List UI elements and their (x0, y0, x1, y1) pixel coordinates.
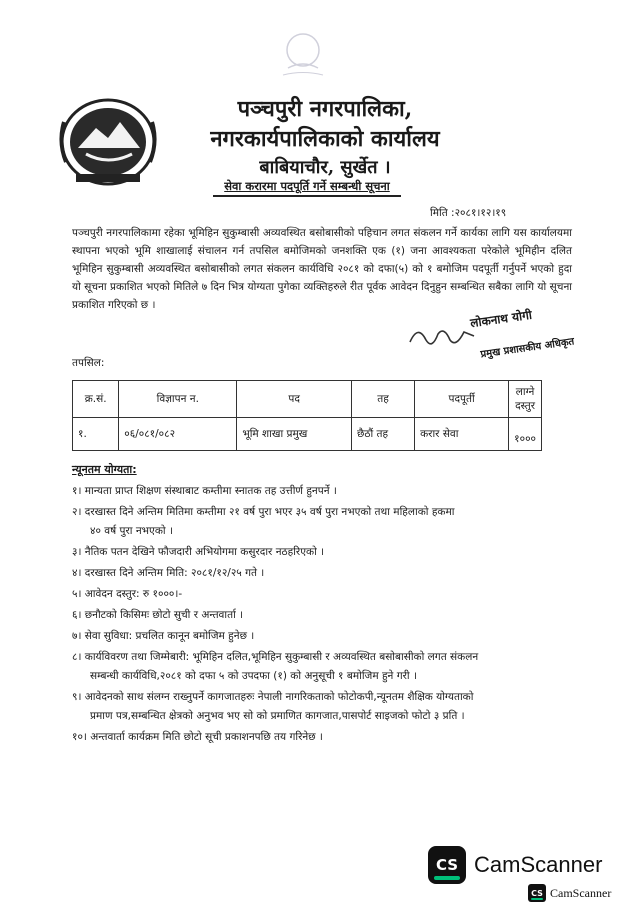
vacancy-table (72, 380, 542, 451)
signature-block (400, 296, 585, 376)
cell-ad-number: ०६/०८१/०८२ (119, 418, 237, 451)
list-item-line: ८। कार्यविवरण तथा जिम्मेबारी: भूमिहिन दलित,भूमिहिन सुकुम्बासी र अव्यवस्थित बसोबासीको लगत संकलन (72, 651, 479, 663)
camscanner-watermark-small (528, 884, 611, 902)
cell-serial: १. (73, 418, 119, 451)
list-item: १०। अन्तवार्ता कार्यक्रम मिति छोटो सूची प्रकाशनपछि तय गरिनेछ । (72, 731, 323, 743)
list-item-line: २। दरखास्त दिने अन्तिम मितिमा कम्तीमा २१ वर्ष पुरा भएर ३५ वर्ष पुरा नभएको तथा महिलाको हकमा (72, 506, 455, 518)
list-item-line: ४० वर्ष पुरा नभएको । (90, 525, 173, 537)
nepal-emblem-icon (56, 92, 160, 188)
office-header (160, 94, 490, 182)
office-name: नगरकार्यपालिकाको कार्यालय (210, 126, 440, 152)
signatory-role: प्रमुख प्रशासकीय अधिकृत (479, 336, 575, 361)
tapsil-label: तपसिल: (72, 357, 105, 369)
table-header-row (73, 381, 542, 418)
col-fee: लाग्ने दस्तुर (509, 381, 542, 418)
list-item-line: प्रमाण पत्र,सम्बन्धित क्षेत्रको अनुभव भए सो को प्रमाणित कागजात,पासपोर्ट साइजको फोटो ३ प्रति । (90, 710, 465, 722)
col-level: तह (352, 381, 415, 418)
stamp-icon (268, 30, 338, 80)
col-serial: क्र.सं. (73, 381, 119, 418)
requirements-list (72, 482, 572, 749)
municipality-name: पञ्चपुरी नगरपालिका, (237, 96, 413, 122)
list-item (72, 503, 572, 541)
list-item: १। मान्यता प्राप्त शिक्षण संस्थाबाट कम्तीमा स्नातक तह उत्तीर्ण हुनपर्ने । (72, 485, 337, 497)
cell-position: भूमि शाखा प्रमुख (237, 418, 352, 451)
camscanner-small-logo-text: CS (531, 888, 543, 898)
camscanner-watermark (428, 846, 602, 884)
list-item: ३। नैतिक पतन देखिने फौजदारी अभियोगमा कसुरदार नठहरिएको । (72, 546, 325, 558)
camscanner-logo-icon (428, 846, 466, 884)
col-ad-number: विज्ञापन न. (119, 381, 237, 418)
cell-recruitment: करार सेवा (415, 418, 509, 451)
list-item-line: सम्बन्धी कार्यविधि,२०८१ को दफा ५ को उपदफा (१) को अनुसूची १ बमोजिम हुने गरी । (90, 670, 417, 682)
camscanner-brand-small: CamScanner (550, 885, 612, 900)
notice-date: मिति :२०८१।१२।१९ (430, 207, 507, 219)
col-recruitment: पदपूर्ती (415, 381, 509, 418)
requirements-heading: न्यूनतम योग्यता: (72, 463, 137, 476)
table-row (73, 418, 542, 451)
signature-icon (408, 322, 478, 352)
cell-fee: १००० (509, 418, 542, 451)
camscanner-brand: CamScanner (474, 852, 603, 877)
notice-subject: सेवा करारमा पदपूर्ति गर्ने सम्बन्धी सूचना (213, 179, 401, 197)
list-item: ४। दरखास्त दिने अन्तिम मिति: २०८१/१२/२५ गते । (72, 567, 265, 579)
notice-body: पञ्चपुरी नगरपालिकामा रहेका भूमिहिन सुकुम्बासी अव्यवस्थित बसोबासीको पहिचान लगत संकलन गर्ने कार्यका लागि यस कार्यालयमा स्थापना भएको भूमि शाखालाई संचालन गर्न तपसिल बमोजिमको जनशक्ति एक (१) जना आवश्यकता परेकोले भूमिहीन दलित भूमिहिन सुकुम्बासी अव्यवस्थित बसोबासीको लगत संकलन कार्यविधि २०८१ को दफा(५) को १ बमोजिम पदपूर्ती गर्नुपर्ने भएको हुदा यो सूचना प्रकाशित भएको मितिले ७ दिन भित्र योग्यता पुगेका व्यक्तिहरुले रीत पूर्वक आवेदन दिनुहुन सम्बन्धित सबैका लागि यो सूचना प्रकाशित गरिएको छ । (72, 227, 572, 311)
list-item-line: ९। आवेदनको साथ संलग्न राख्नुपर्ने कागजातहरुः नेपाली नागरिकताको फोटोकपी,न्यूनतम शैक्षिक योग्यताको (72, 691, 474, 703)
cell-level: छैठौं तह (352, 418, 415, 451)
list-item (72, 688, 572, 726)
signatory-name: लोकनाथ योगी (469, 307, 533, 331)
list-item: ५। आवेदन दस्तुर: रु १०००।- (72, 588, 183, 600)
camscanner-logo-text: CS (435, 856, 459, 874)
list-item: ६। छनौटको किसिमः छोटो सुची र अन्तवार्ता । (72, 609, 244, 621)
list-item: ७। सेवा सुविधा: प्रचलित कानून बमोजिम हुनेछ । (72, 630, 255, 642)
camscanner-small-logo-icon (528, 884, 546, 902)
list-item (72, 648, 572, 686)
col-position: पद (237, 381, 352, 418)
office-address: बाबियाचौर, सुर्खेत । (259, 157, 391, 178)
